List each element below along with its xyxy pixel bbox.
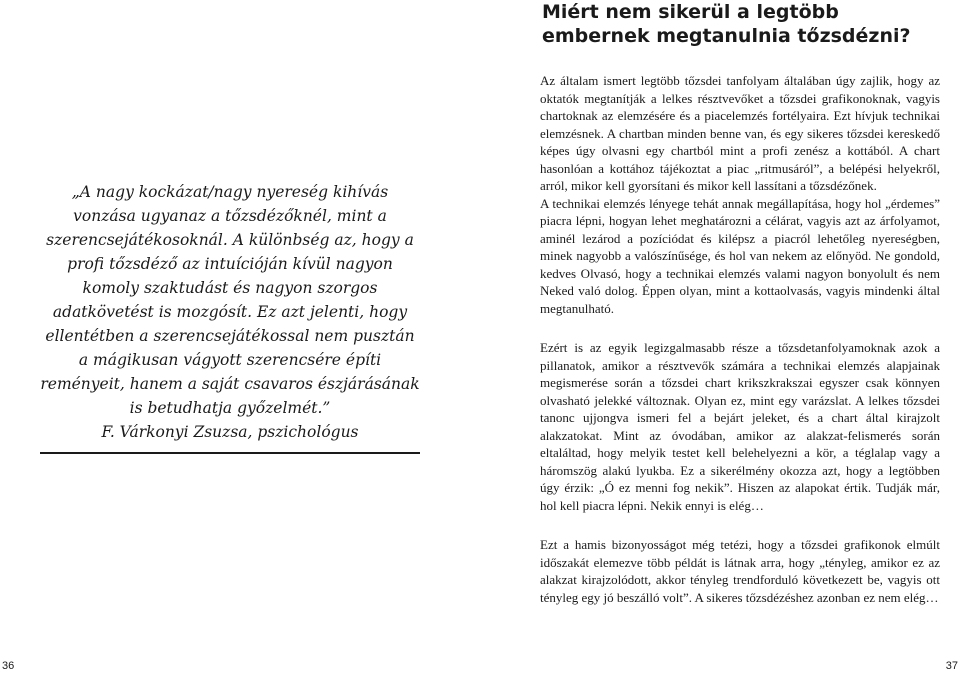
paragraph: A technikai elemzés lényege tehát annak megállapítása, hogy hol „érdemes” piacra lépni, hogyan lehet meghatározni a célárat, vagyis azt az árfolyamot, aminél lezárod a pozíciódat és kilépsz a piacról lehetőleg nyereségben, minek nagyobb a valószínűsége, és hol van nekem az előnyöd. Ne gondold, kedves Olvasó, hogy a technikai elemzés valami nagyon bonyolult és nem Neked való dolog. Éppen olyan, mint a kottaolvasás, vagyis mindenki által megtanulható. bbox=[540, 195, 940, 316]
quote-text: „A nagy kockázat/nagy nyereség kihívás vonzása ugyanaz a tőzsdézőknél, mint a szerencsejátékosoknál. A különbség az, hogy a profi tőzsdéző az intuícióján kívül nagyon komoly szaktudást és nagyon szorgos adatkövetést is mozgósít. Ez azt jelenti, hogy ellentétben a szerencsejátékossal nem pusztán a mágikusan vágyott szerencsére építi reményeit, hanem a saját csavaros észjárásának is betudhatja győzelmét.” bbox=[40, 183, 420, 417]
paragraph: Ezt a hamis bizonyosságot még tetézi, hogy a tőzsdei grafikonok elmúlt időszakát elemezve több példát is látnak arra, hogy „tényleg, amikor ez az alakzat kirajzolódott, akkor tényleg trendforduló következett be, vagyis ott tényleg egy jó beszálló volt”. A sikeres tőzsdézéshez azonban ez nem elég… bbox=[540, 537, 940, 605]
quote-author: F. Várkonyi Zsuzsa, pszichológus bbox=[101, 423, 359, 441]
right-page bbox=[480, 0, 960, 674]
page-number-right: 37 bbox=[945, 660, 958, 672]
paragraph: Ezért is az egyik legizgalmasabb része a tőzsdetanfolyamoknak azok a pillanatok, amikor a résztvevők számára a technikai elemzés alapjainak megismerése során a tőzsdei chart krikszkrakszai egyszer csak könnyen olvasható jelekké változnak. Olyan ez, mint egy varázslat. A lelkes tőzsdei tanonc ujjongva ismeri fel a bejárt jeleket, és a chart által kirajzolt alakzatokat. Mint az óvodában, amikor az alakzat-felismerés során eltaláltad, hogy melyik testet kell belehelyezni a kör, a téglalap vagy a háromszög alakú lyukba. Ez a sikerélmény okozza azt, hogy a legtöbben úgy érzik: „Ó ez menni fog nekik”. Hiszen az alapokat értik. Tudják már, hol kell piacra lépni. Nekik ennyi is elég… bbox=[540, 340, 940, 513]
pull-quote bbox=[40, 180, 420, 444]
quote-divider bbox=[40, 452, 420, 454]
page-number-left: 36 bbox=[2, 660, 15, 672]
paragraph: Az általam ismert legtöbb tőzsdei tanfolyam általában úgy zajlik, hogy az oktatók megtanítják a lelkes résztvevőket a tőzsdei grafikonoknak, vagyis chartoknak az elemzésére és a piacelemzés fortélyaira. Ezt hívjuk technikai elemzésnek. A chartban minden benne van, és egy sikeres tőzsdei kereskedő képes úgy olvasni egy chartból mint a profi zenész a kottából. A chart hasonlóan a kottához tájékoztat a piac „ritmusáról”, a belépési helyekről, arról, mikor kell gyorsítani és mikor kell lassítani a tőzsdézőnek. bbox=[540, 73, 940, 193]
body-text bbox=[540, 72, 940, 606]
chapter-title: Miért nem sikerül a legtöbb embernek megtanulnia tőzsdézni? bbox=[542, 1, 911, 47]
